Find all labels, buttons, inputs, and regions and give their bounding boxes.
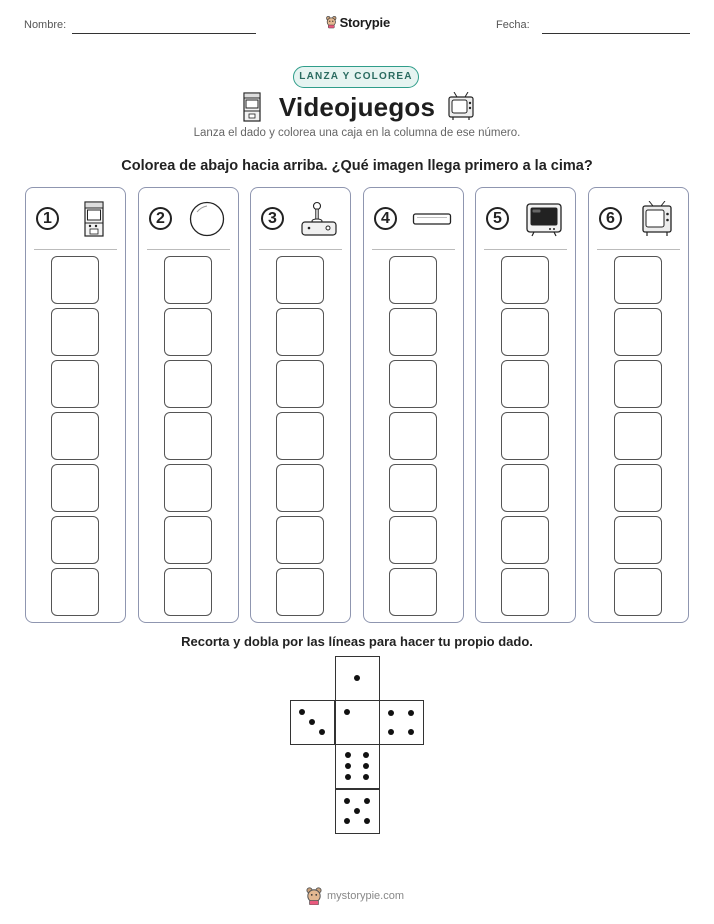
color-box[interactable] bbox=[614, 516, 662, 564]
cut-instruction: Recorta y dobla por las líneas para hacer tu propio dado. bbox=[181, 634, 533, 649]
column-number: 3 bbox=[261, 207, 284, 230]
instruction: Colorea de abajo hacia arriba. ¿Qué imagen llega primero a la cima? bbox=[121, 158, 593, 174]
die-face-3 bbox=[290, 700, 335, 745]
brand-name: Storypie bbox=[339, 14, 390, 30]
color-box[interactable] bbox=[501, 568, 549, 616]
retro-tv-icon bbox=[637, 201, 677, 237]
subtitle: Lanza el dado y colorea una caja en la columna de ese número. bbox=[193, 127, 521, 139]
color-box[interactable] bbox=[389, 256, 437, 304]
die-pip bbox=[388, 710, 394, 716]
die-face-6 bbox=[335, 744, 380, 789]
bear-icon bbox=[306, 887, 322, 905]
color-box[interactable] bbox=[51, 464, 99, 512]
column-divider bbox=[259, 249, 342, 250]
die-pip bbox=[363, 763, 369, 769]
color-box[interactable] bbox=[164, 360, 212, 408]
die-face-5 bbox=[335, 789, 380, 834]
die-pip bbox=[344, 818, 350, 824]
color-box[interactable] bbox=[501, 256, 549, 304]
footer-url: mystorypie.com bbox=[327, 890, 405, 902]
retro-tv-icon bbox=[448, 92, 474, 120]
die-pip bbox=[299, 709, 305, 715]
die-face-1 bbox=[335, 656, 380, 701]
color-box[interactable] bbox=[614, 360, 662, 408]
color-box[interactable] bbox=[389, 516, 437, 564]
game-cartridge-icon bbox=[412, 201, 452, 237]
color-box[interactable] bbox=[389, 412, 437, 460]
column-divider bbox=[484, 249, 567, 250]
activity-badge: LANZA Y COLOREA bbox=[293, 66, 419, 88]
color-box[interactable] bbox=[51, 256, 99, 304]
color-box[interactable] bbox=[276, 412, 324, 460]
color-box[interactable] bbox=[389, 464, 437, 512]
color-box[interactable] bbox=[51, 360, 99, 408]
color-box[interactable] bbox=[276, 516, 324, 564]
die-pip bbox=[344, 709, 350, 715]
date-field[interactable] bbox=[542, 33, 690, 34]
die-pip bbox=[364, 818, 370, 824]
brand-logo bbox=[326, 12, 390, 32]
color-box[interactable] bbox=[276, 568, 324, 616]
bear-icon bbox=[326, 14, 337, 30]
color-box[interactable] bbox=[614, 256, 662, 304]
column-divider bbox=[372, 249, 455, 250]
color-box[interactable] bbox=[501, 360, 549, 408]
die-pip bbox=[408, 710, 414, 716]
die-pip bbox=[354, 675, 360, 681]
color-box[interactable] bbox=[276, 256, 324, 304]
arcade-cabinet-icon bbox=[74, 201, 114, 237]
color-box[interactable] bbox=[501, 412, 549, 460]
name-field[interactable] bbox=[72, 33, 256, 34]
color-box[interactable] bbox=[51, 568, 99, 616]
die-pip bbox=[363, 752, 369, 758]
color-box[interactable] bbox=[51, 412, 99, 460]
crt-monitor-icon bbox=[524, 201, 564, 237]
color-box[interactable] bbox=[389, 308, 437, 356]
color-box[interactable] bbox=[614, 412, 662, 460]
ball-icon bbox=[187, 201, 227, 237]
column-4 bbox=[363, 187, 464, 623]
color-box[interactable] bbox=[164, 256, 212, 304]
die-face-1b bbox=[335, 700, 380, 745]
color-box[interactable] bbox=[276, 464, 324, 512]
column-6 bbox=[588, 187, 689, 623]
column-number: 4 bbox=[374, 207, 397, 230]
die-pip bbox=[319, 729, 325, 735]
color-box[interactable] bbox=[389, 568, 437, 616]
date-label: Fecha: bbox=[496, 19, 530, 31]
page-title: Videojuegos bbox=[278, 92, 436, 122]
die-pip bbox=[364, 798, 370, 804]
die-pip bbox=[309, 719, 315, 725]
color-box[interactable] bbox=[389, 360, 437, 408]
color-box[interactable] bbox=[51, 516, 99, 564]
die-pip bbox=[344, 798, 350, 804]
die-face-4 bbox=[379, 700, 424, 745]
column-divider bbox=[147, 249, 230, 250]
die-pip bbox=[354, 808, 360, 814]
column-1 bbox=[25, 187, 126, 623]
color-box[interactable] bbox=[51, 308, 99, 356]
color-box[interactable] bbox=[164, 568, 212, 616]
color-box[interactable] bbox=[164, 412, 212, 460]
color-box[interactable] bbox=[164, 464, 212, 512]
column-divider bbox=[34, 249, 117, 250]
color-box[interactable] bbox=[501, 308, 549, 356]
column-divider bbox=[597, 249, 680, 250]
die-pip bbox=[408, 729, 414, 735]
footer bbox=[306, 886, 416, 906]
column-number: 1 bbox=[36, 207, 59, 230]
column-5 bbox=[475, 187, 576, 623]
die-pip bbox=[345, 752, 351, 758]
color-box[interactable] bbox=[501, 464, 549, 512]
die-pip bbox=[388, 729, 394, 735]
column-3 bbox=[250, 187, 351, 623]
name-label: Nombre: bbox=[24, 19, 67, 31]
color-box[interactable] bbox=[164, 308, 212, 356]
die-pip bbox=[363, 774, 369, 780]
column-2 bbox=[138, 187, 239, 623]
color-box[interactable] bbox=[614, 308, 662, 356]
die-pip bbox=[345, 763, 351, 769]
column-number: 5 bbox=[486, 207, 509, 230]
color-box[interactable] bbox=[276, 308, 324, 356]
color-box[interactable] bbox=[276, 360, 324, 408]
joystick-icon bbox=[299, 201, 339, 237]
color-box[interactable] bbox=[501, 516, 549, 564]
color-box[interactable] bbox=[614, 568, 662, 616]
column-number: 2 bbox=[149, 207, 172, 230]
die-pip bbox=[345, 774, 351, 780]
color-box[interactable] bbox=[164, 516, 212, 564]
color-box[interactable] bbox=[614, 464, 662, 512]
column-number: 6 bbox=[599, 207, 622, 230]
